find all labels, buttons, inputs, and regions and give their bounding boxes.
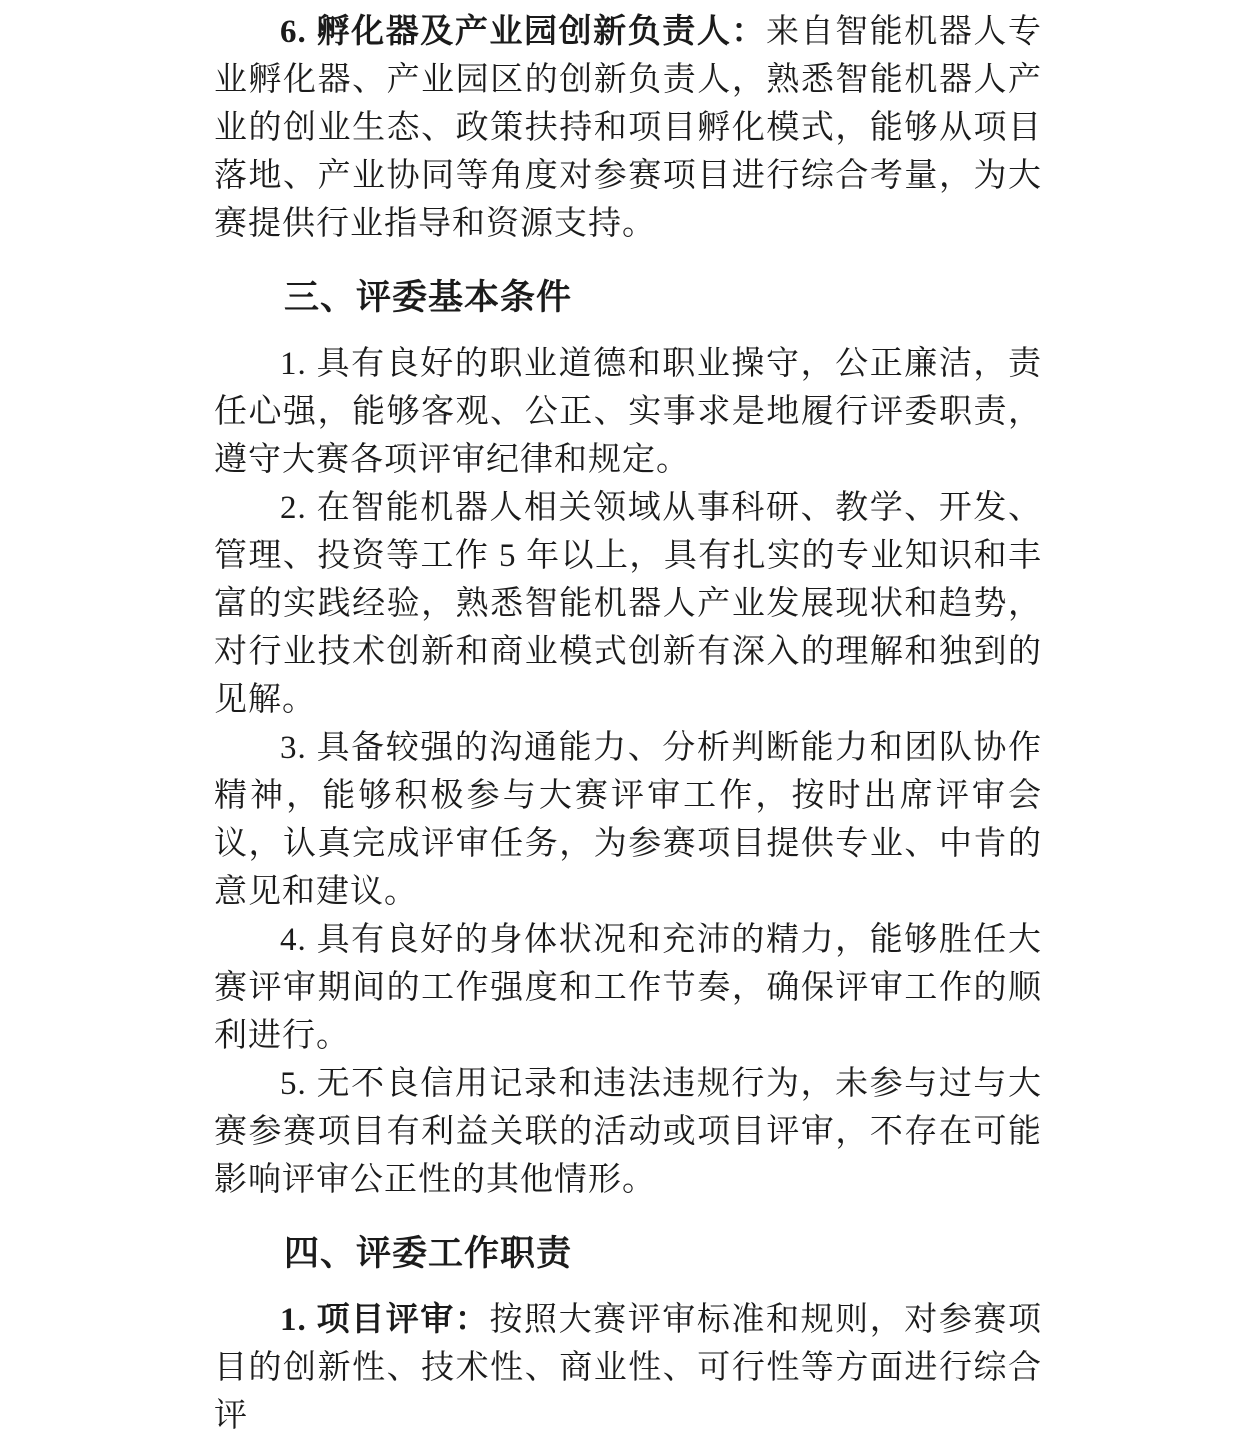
section-heading-judge-duties: 四、评委工作职责 bbox=[284, 1234, 573, 1273]
paragraph-lead-bold: 1. 项目评审： bbox=[280, 1302, 490, 1338]
paragraph-text: 来自智能机器人专业孵化器、产业园区的创新负责人，熟悉智能机器人产业的创业生态、政策扶持和项目孵化模式，能够从项目落地、产业协同等角度对参赛项目进行综合考量，为大赛提供行业指导和资源支持。 bbox=[214, 14, 1043, 242]
paragraph-duty-1-project-review bbox=[214, 1296, 1042, 1440]
paragraph-requirement-2-experience: 2. 在智能机器人相关领域从事科研、教学、开发、管理、投资等工作 5 年以上，具有扎实的专业知识和丰富的实践经验，熟悉智能机器人产业发展现状和趋势，对行业技术创新和商业模式创新有深入的理解和独到的见解。 bbox=[214, 490, 1042, 718]
paragraph-requirement-3-communication: 3. 具备较强的沟通能力、分析判断能力和团队协作精神，能够积极参与大赛评审工作，按时出席评审会议，认真完成评审任务，为参赛项目提供专业、中肯的意见和建议。 bbox=[214, 730, 1042, 910]
section-heading-judge-basic-requirements: 三、评委基本条件 bbox=[284, 278, 573, 317]
paragraph-requirement-4-health: 4. 具有良好的身体状况和充沛的精力，能够胜任大赛评审期间的工作强度和工作节奏，确保评审工作的顺利进行。 bbox=[214, 922, 1042, 1054]
paragraph-lead-bold: 6. 孵化器及产业园创新负责人： bbox=[280, 14, 766, 50]
paragraph-requirement-1-ethics: 1. 具有良好的职业道德和职业操守，公正廉洁，责任心强，能够客观、公正、实事求是地履行评委职责，遵守大赛各项评审纪律和规定。 bbox=[214, 346, 1042, 478]
paragraph-text: 按照大赛评审标准和规则，对参赛项目的创新性、技术性、商业性、可行性等方面进行综合评 bbox=[214, 1302, 1043, 1434]
paragraph-requirement-5-credit: 5. 无不良信用记录和违法违规行为，未参与过与大赛参赛项目有利益关联的活动或项目评审，不存在可能影响评审公正性的其他情形。 bbox=[214, 1066, 1042, 1198]
paragraph-incubator-park-leader bbox=[214, 8, 1042, 248]
